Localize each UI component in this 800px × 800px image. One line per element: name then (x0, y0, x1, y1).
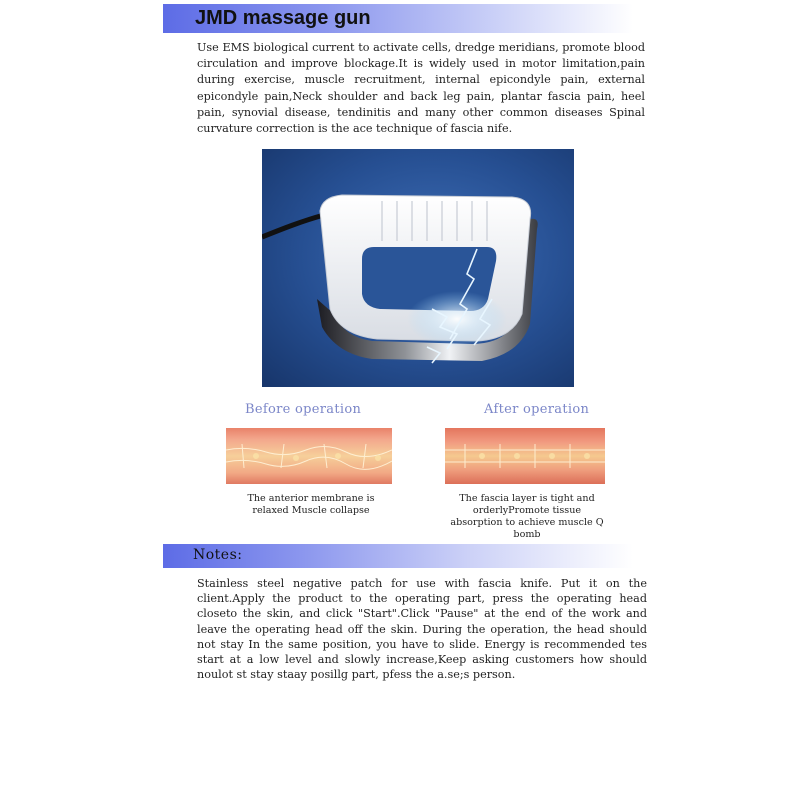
tissue-after-image (445, 428, 605, 484)
before-operation-label: Before operation (245, 402, 362, 417)
product-image (262, 149, 574, 387)
cable (262, 215, 324, 237)
notes-paragraph: Stainless steel negative patch for use with fascia knife. Put it on the client.Apply the product to the operating part, press the operating head closeto the skin, and click "Start".Click "Pause" at the end of the work and leave the operating head off the skin. During the operation, the head should not stay In the same position, you have to slide. Energy is recommended tes start at a low level and slowly increase,Keep asking customers how should noulot st stay staay posillg part, pfess the a.se;s person. (197, 577, 647, 682)
before-caption: The anterior membrane is relaxed Muscle collapse (247, 493, 375, 516)
page-title: JMD massage gun (195, 7, 371, 29)
tissue-before-image (226, 428, 392, 484)
intro-paragraph: Use EMS biological current to activate cells, dredge meridians, promote blood circulation and improve blockage.It is widely used in motor limitation,pain during exercise, muscle recruitment, internal epicondyle pain, external epicondyle pain,Neck shoulder and back leg pain, plantar fascia pain, heel pain, synovial disease, tendinitis and many other common diseases Spinal curvature correction is the ace technique of fascia nife. (197, 41, 645, 136)
after-caption: The fascia layer is tight and orderlyPromote tissue absorption to achieve muscle Q bomb (450, 493, 604, 540)
after-operation-label: After operation (484, 402, 590, 417)
notes-header-bar (163, 544, 633, 568)
notes-title: Notes: (193, 547, 243, 563)
massage-device-illustration (262, 149, 574, 387)
header-bar (163, 4, 633, 33)
